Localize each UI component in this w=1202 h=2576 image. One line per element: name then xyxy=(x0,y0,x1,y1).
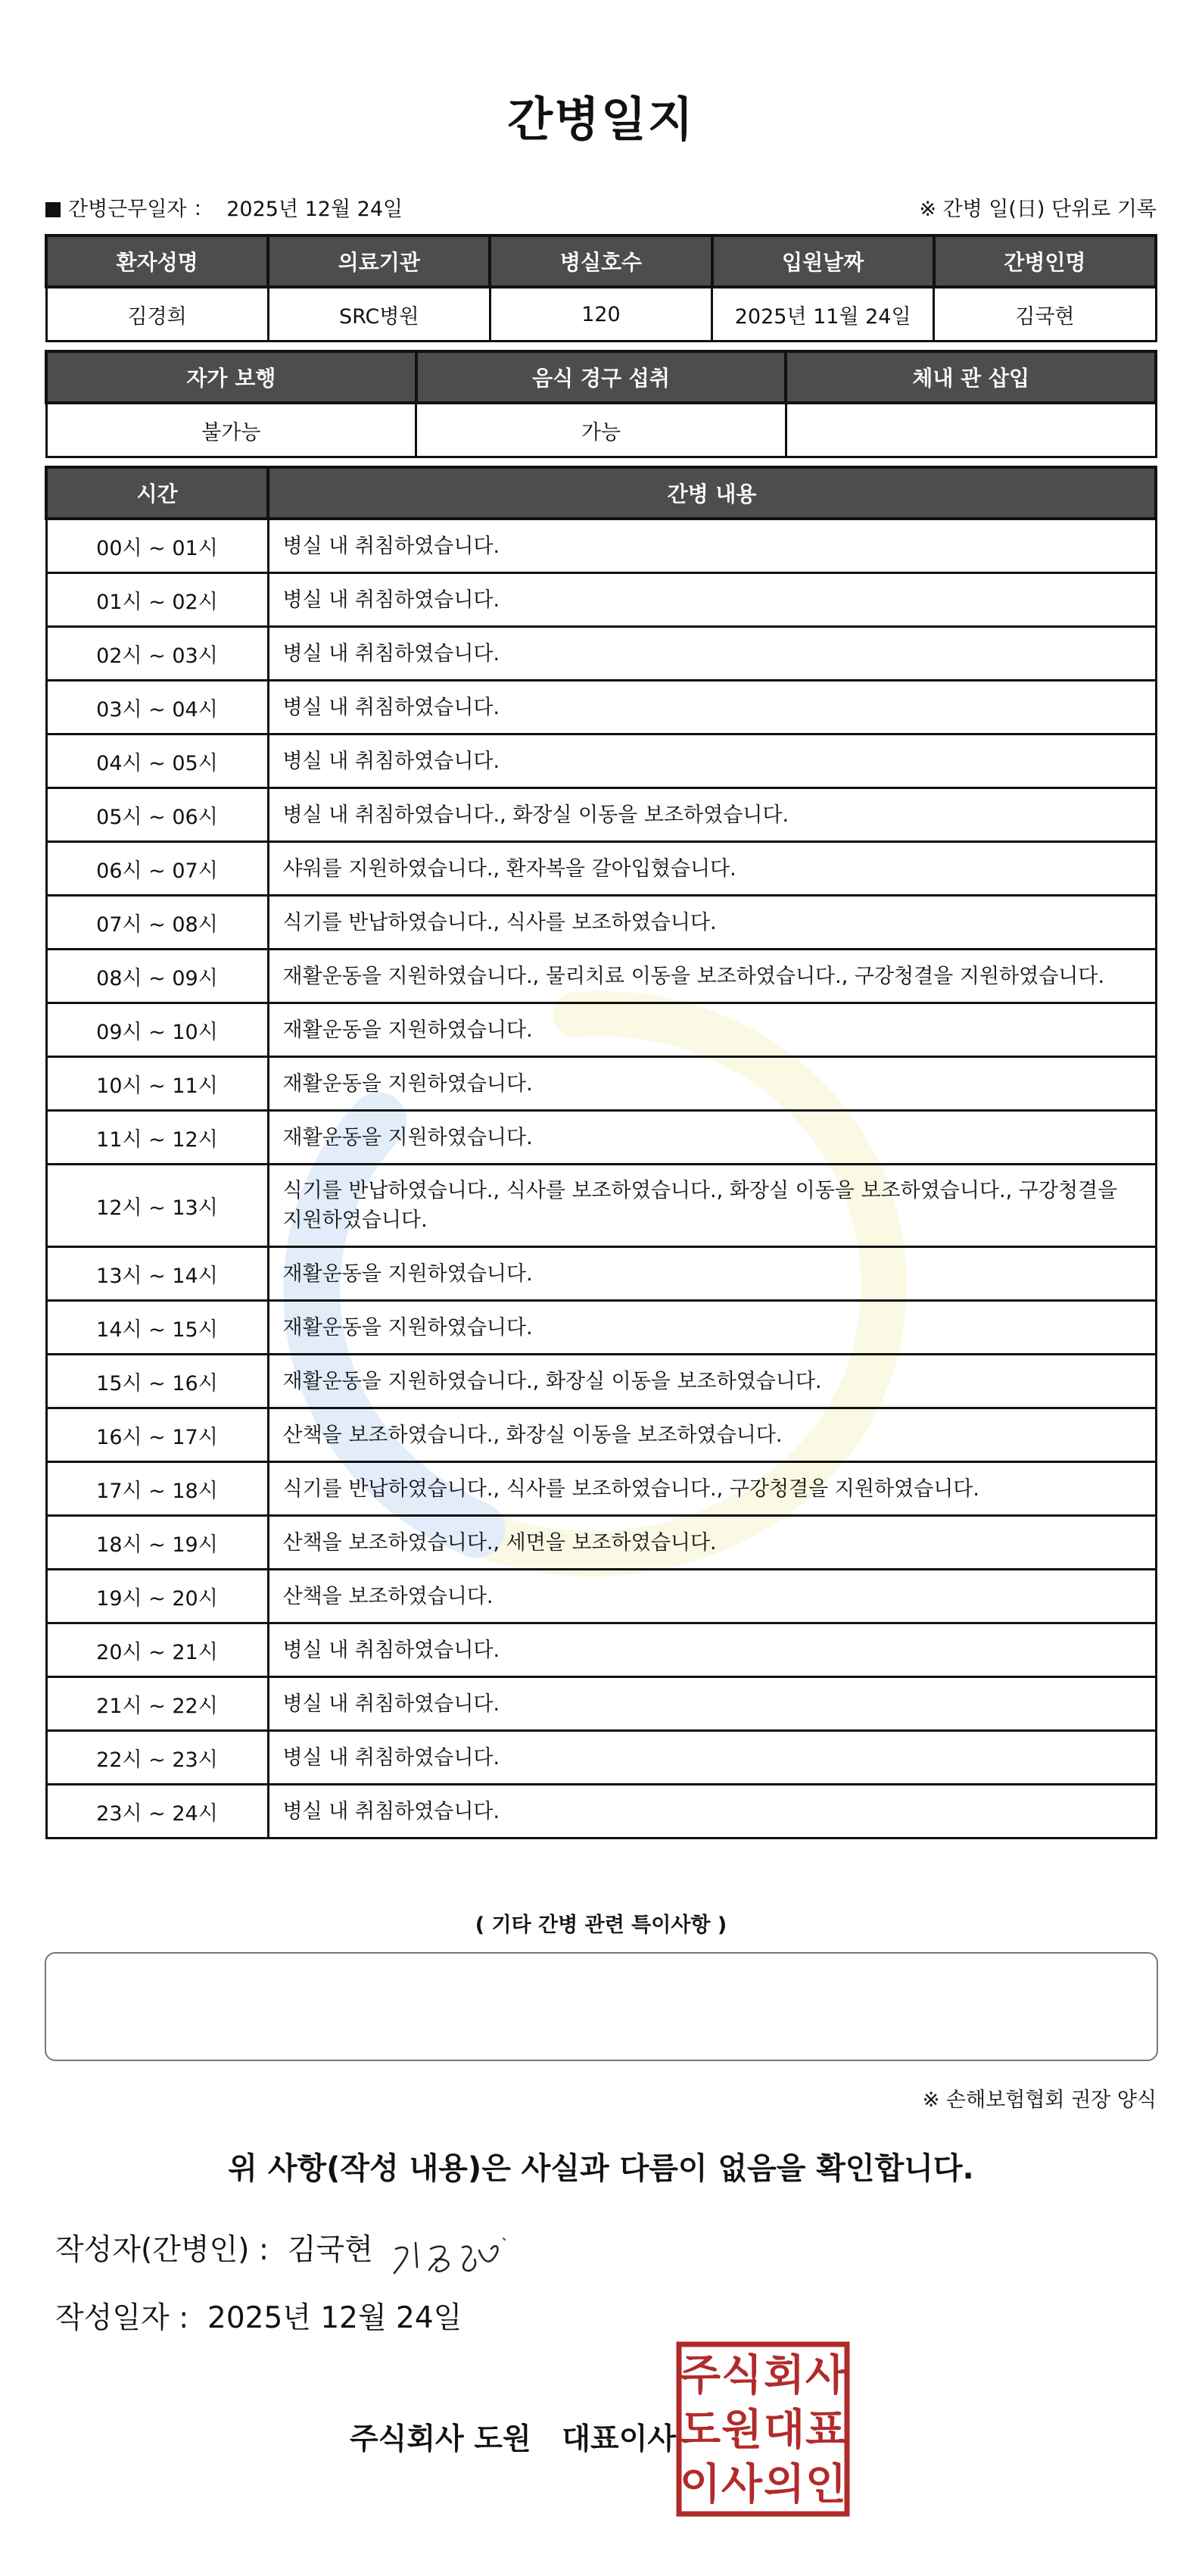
header-tube-insertion: 체내 관 삽입 xyxy=(786,351,1156,403)
seal-character: 의 xyxy=(763,2460,805,2509)
log-time: 01시 ~ 02시 xyxy=(46,573,268,627)
admission-date: 2025년 11월 24일 xyxy=(712,287,934,341)
log-rows xyxy=(46,519,1156,1838)
seal-character: 원 xyxy=(721,2406,763,2455)
log-time: 20시 ~ 21시 xyxy=(46,1623,268,1677)
log-row xyxy=(46,1570,1156,1623)
date-line xyxy=(55,2294,462,2337)
seal-character: 주 xyxy=(679,2351,721,2400)
handwritten-signature xyxy=(390,2232,526,2278)
seal-character: 사 xyxy=(721,2460,763,2509)
log-time: 22시 ~ 23시 xyxy=(46,1731,268,1785)
company-representative: 주식회사 도원 대표이사 xyxy=(350,2422,677,2456)
room-number: 120 xyxy=(490,287,712,341)
hospital: SRC병원 xyxy=(268,287,490,341)
log-time: 15시 ~ 16시 xyxy=(46,1355,268,1408)
log-row xyxy=(46,627,1156,681)
confirmation-statement: 위 사항(작성 내용)은 사실과 다름이 없음을 확인합니다. xyxy=(228,2151,974,2186)
log-row xyxy=(46,1623,1156,1677)
log-content: 산책을 보조하였습니다. xyxy=(268,1570,1156,1623)
log-content: 재활운동을 지원하였습니다. xyxy=(268,1003,1156,1057)
date-label: 작성일자 : xyxy=(55,2301,189,2335)
seal-character: 표 xyxy=(805,2406,847,2455)
log-row xyxy=(46,1677,1156,1731)
log-row xyxy=(46,1057,1156,1111)
log-time: 00시 ~ 01시 xyxy=(46,519,268,573)
log-time: 19시 ~ 20시 xyxy=(46,1570,268,1623)
log-row xyxy=(46,1785,1156,1838)
log-row xyxy=(46,1247,1156,1301)
seal-character: 식 xyxy=(721,2351,763,2400)
log-content: 병실 내 취침하였습니다. xyxy=(268,1623,1156,1677)
log-time: 09시 ~ 10시 xyxy=(46,1003,268,1057)
log-row xyxy=(46,1355,1156,1408)
header-hospital: 의료기관 xyxy=(268,235,490,287)
oral-intake: 가능 xyxy=(416,403,786,457)
log-time: 06시 ~ 07시 xyxy=(46,842,268,896)
log-row xyxy=(46,681,1156,734)
log-row xyxy=(46,519,1156,573)
self-walking: 불가능 xyxy=(46,403,416,457)
log-content: 병실 내 취침하였습니다. xyxy=(268,681,1156,734)
log-row xyxy=(46,1731,1156,1785)
remarks-title: ( 기타 간병 관련 특이사항 ) xyxy=(475,1913,727,1937)
log-row xyxy=(46,1516,1156,1570)
log-row xyxy=(46,788,1156,842)
log-time: 23시 ~ 24시 xyxy=(46,1785,268,1838)
log-time: 17시 ~ 18시 xyxy=(46,1462,268,1516)
log-content: 병실 내 취침하였습니다. xyxy=(268,1731,1156,1785)
care-status-table xyxy=(45,350,1157,458)
log-row xyxy=(46,1408,1156,1462)
seal-character: 사 xyxy=(805,2351,847,2400)
log-time: 13시 ~ 14시 xyxy=(46,1247,268,1301)
log-time: 12시 ~ 13시 xyxy=(46,1165,268,1247)
log-content: 병실 내 취침하였습니다. xyxy=(268,1785,1156,1838)
patient-name: 김경희 xyxy=(46,287,268,341)
log-row xyxy=(46,896,1156,950)
work-date-label: 간병근무일자 ： xyxy=(68,198,214,221)
log-time: 05시 ~ 06시 xyxy=(46,788,268,842)
log-content: 재활운동을 지원하였습니다. xyxy=(268,1057,1156,1111)
header-time: 시간 xyxy=(46,467,268,519)
date-value: 2025년 12월 24일 xyxy=(207,2301,462,2335)
log-content: 재활운동을 지원하였습니다. xyxy=(268,1111,1156,1165)
hourly-log-table xyxy=(45,466,1157,1839)
log-row xyxy=(46,573,1156,627)
writer-line xyxy=(55,2226,373,2269)
log-content: 병실 내 취침하였습니다. xyxy=(268,573,1156,627)
writer-name: 김국현 xyxy=(287,2233,373,2267)
work-date-value: 2025년 12월 24일 xyxy=(226,198,403,221)
seal-character: 도 xyxy=(679,2406,721,2455)
log-content: 병실 내 취침하였습니다. xyxy=(268,627,1156,681)
log-time: 21시 ~ 22시 xyxy=(46,1677,268,1731)
log-content: 재활운동을 지원하였습니다., 물리치료 이동을 보조하였습니다., 구강청결을 지원하였습니다. xyxy=(268,950,1156,1003)
log-row xyxy=(46,1111,1156,1165)
header-patient-name: 환자성명 xyxy=(46,235,268,287)
patient-info-table xyxy=(45,234,1157,342)
log-content: 식기를 반납하였습니다., 식사를 보조하였습니다., 구강청결을 지원하였습니다. xyxy=(268,1462,1156,1516)
log-row xyxy=(46,950,1156,1003)
log-time: 16시 ~ 17시 xyxy=(46,1408,268,1462)
log-content: 산책을 보조하였습니다., 세면을 보조하였습니다. xyxy=(268,1516,1156,1570)
log-time: 02시 ~ 03시 xyxy=(46,627,268,681)
writer-label: 작성자(간병인) : xyxy=(55,2233,269,2267)
log-time: 04시 ~ 05시 xyxy=(46,734,268,788)
work-date-line xyxy=(45,192,403,222)
caregiver-name: 김국현 xyxy=(934,287,1156,341)
log-content: 재활운동을 지원하였습니다. xyxy=(268,1301,1156,1355)
log-row xyxy=(46,842,1156,896)
log-content: 병실 내 취침하였습니다. xyxy=(268,1677,1156,1731)
header-care-content: 간병 내용 xyxy=(268,467,1156,519)
header-caregiver-name: 간병인명 xyxy=(934,235,1156,287)
log-content: 재활운동을 지원하였습니다., 화장실 이동을 보조하였습니다. xyxy=(268,1355,1156,1408)
bullet-square-icon xyxy=(45,202,61,217)
log-time: 10시 ~ 11시 xyxy=(46,1057,268,1111)
log-row xyxy=(46,1462,1156,1516)
log-content: 산책을 보조하였습니다., 화장실 이동을 보조하였습니다. xyxy=(268,1408,1156,1462)
seal-character: 인 xyxy=(805,2460,847,2509)
header-admission-date: 입원날짜 xyxy=(712,235,934,287)
log-time: 11시 ~ 12시 xyxy=(46,1111,268,1165)
log-row xyxy=(46,1003,1156,1057)
log-time: 14시 ~ 15시 xyxy=(46,1301,268,1355)
log-content: 병실 내 취침하였습니다. xyxy=(268,519,1156,573)
seal-character: 대 xyxy=(763,2406,805,2455)
header-self-walking: 자가 보행 xyxy=(46,351,416,403)
seal-character: 이 xyxy=(679,2460,721,2509)
log-content: 재활운동을 지원하였습니다. xyxy=(268,1247,1156,1301)
log-content: 병실 내 취침하였습니다. xyxy=(268,734,1156,788)
tube-insertion xyxy=(786,403,1156,457)
log-row xyxy=(46,1301,1156,1355)
recommend-note: ※ 손해보험협회 권장 양식 xyxy=(922,2088,1157,2112)
log-time: 08시 ~ 09시 xyxy=(46,950,268,1003)
company-seal-stamp xyxy=(676,2341,850,2517)
page-title: 간병일지 xyxy=(507,92,695,147)
seal-character: 회 xyxy=(763,2351,805,2400)
header-oral-intake: 음식 경구 섭취 xyxy=(416,351,786,403)
log-content: 식기를 반납하였습니다., 식사를 보조하였습니다., 화장실 이동을 보조하였습니다., 구강청결을 지원하였습니다. xyxy=(268,1165,1156,1247)
log-content: 병실 내 취침하였습니다., 화장실 이동을 보조하였습니다. xyxy=(268,788,1156,842)
unit-note: ※ 간병 일(日) 단위로 기록 xyxy=(919,198,1157,221)
log-content: 샤워를 지원하였습니다., 환자복을 갈아입혔습니다. xyxy=(268,842,1156,896)
log-row xyxy=(46,1165,1156,1247)
log-time: 07시 ~ 08시 xyxy=(46,896,268,950)
log-time: 03시 ~ 04시 xyxy=(46,681,268,734)
log-content: 식기를 반납하였습니다., 식사를 보조하였습니다. xyxy=(268,896,1156,950)
header-room-number: 병실호수 xyxy=(490,235,712,287)
log-row xyxy=(46,734,1156,788)
remarks-input[interactable] xyxy=(45,1952,1158,2061)
log-time: 18시 ~ 19시 xyxy=(46,1516,268,1570)
